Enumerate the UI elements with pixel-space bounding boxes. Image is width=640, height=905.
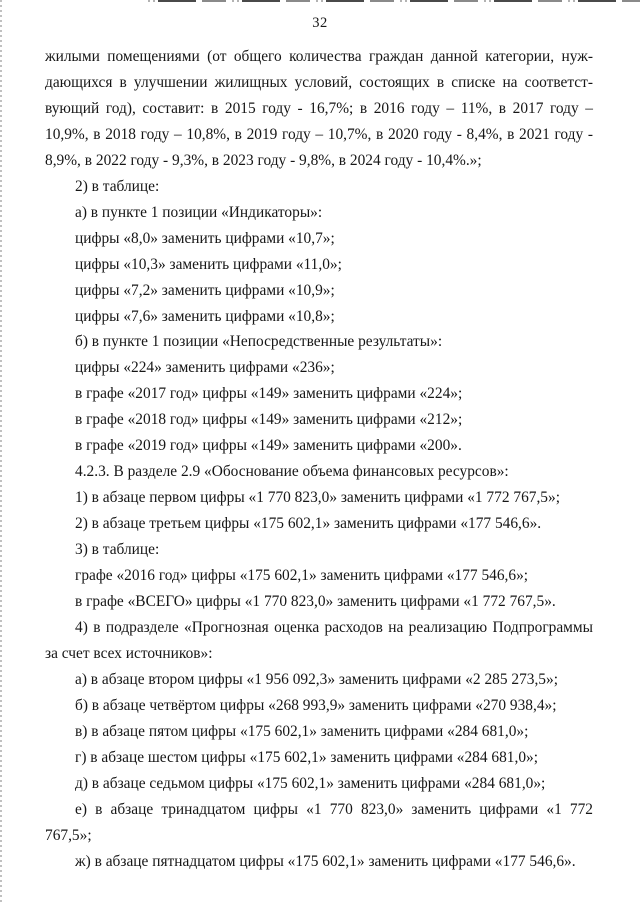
text-line: 4) в подразделе «Прогнозная оценка расходов на реализацию Подпрограммы [75, 618, 593, 636]
text-line: 8,9%, в 2022 году - 9,3%, в 2023 году - 9,8%, в 2024 году - 10,4%.»; [45, 151, 482, 169]
text-line: цифры «10,3» заменить цифрами «11,0»; [75, 255, 342, 273]
text-line: дающихся в улучшении жилищных условий, состоящих в списке на соответст- [45, 73, 593, 91]
text-line: цифры «7,6» заменить цифрами «10,8»; [75, 307, 335, 325]
text-line: графе «2016 год» цифры «175 602,1» заменить цифрами «177 546,6»; [75, 567, 529, 585]
text-line: за счет всех источников»: [45, 644, 213, 662]
text-line: в графе «2017 год» цифры «149» заменить цифрами «224»; [75, 385, 463, 403]
text-line: в графе «2018 год» цифры «149» заменить цифрами «212»; [75, 411, 463, 429]
text-line: цифры «8,0» заменить цифрами «10,7»; [75, 229, 335, 247]
page-number: 32 [312, 15, 328, 31]
text-line: а) в пункте 1 позиции «Индикаторы»: [75, 203, 323, 221]
text-line: жилыми помещениями (от общего количества граждан данной категории, нуж- [45, 48, 593, 65]
text-line: г) в абзаце шестом цифры «175 602,1» заменить цифрами «284 681,0»; [75, 748, 538, 766]
text-line: 2) в абзаце третьем цифры «175 602,1» заменить цифрами «177 546,6». [75, 515, 542, 533]
text-line: цифры «7,2» заменить цифрами «10,9»; [75, 281, 335, 299]
text-line: в графе «2019 год» цифры «149» заменить цифрами «200». [75, 437, 462, 455]
scan-artifact-left-edge [0, 0, 2, 905]
text-line: в) в абзаце пятом цифры «175 602,1» заменить цифрами «284 681,0»; [75, 722, 529, 740]
text-line: 2) в таблице: [75, 177, 160, 195]
text-line: цифры «224» заменить цифрами «236»; [75, 359, 335, 377]
scan-artifact-top-edge [148, 0, 640, 2]
text-line: б) в абзаце четвёртом цифры «268 993,9» заменить цифрами «270 938,4»; [75, 696, 557, 714]
text-line: 10,9%, в 2018 году – 10,8%, в 2019 году – 10,7%, в 2020 году - 8,4%, в 2021 году - [45, 125, 593, 143]
text-line: д) в абзаце седьмом цифры «175 602,1» заменить цифрами «284 681,0»; [75, 774, 546, 792]
text-line: е) в абзаце тринадцатом цифры «1 770 823,0» заменить цифрами «1 772 [75, 800, 593, 818]
text-line: б) в пункте 1 позиции «Непосредственные результаты»: [75, 333, 443, 351]
document-body [45, 44, 593, 875]
text-line: 3) в таблице: [75, 541, 160, 559]
text-line: в графе «ВСЕГО» цифры «1 770 823,0» заменить цифрами «1 772 767,5». [75, 593, 556, 611]
text-line: 1) в абзаце первом цифры «1 770 823,0» заменить цифрами «1 772 767,5»; [75, 489, 560, 507]
text-line: а) в абзаце втором цифры «1 956 092,3» заменить цифрами «2 285 273,5»; [75, 670, 558, 688]
text-line: вующий год), составит: в 2015 году - 16,7%; в 2016 году – 11%, в 2017 году – [45, 99, 593, 117]
text-line: 767,5»; [45, 826, 92, 844]
text-line: 4.2.3. В разделе 2.9 «Обоснование объема финансовых ресурсов»: [75, 463, 509, 481]
text-line: ж) в абзаце пятнадцатом цифры «175 602,1» заменить цифрами «177 546,6». [75, 852, 576, 870]
